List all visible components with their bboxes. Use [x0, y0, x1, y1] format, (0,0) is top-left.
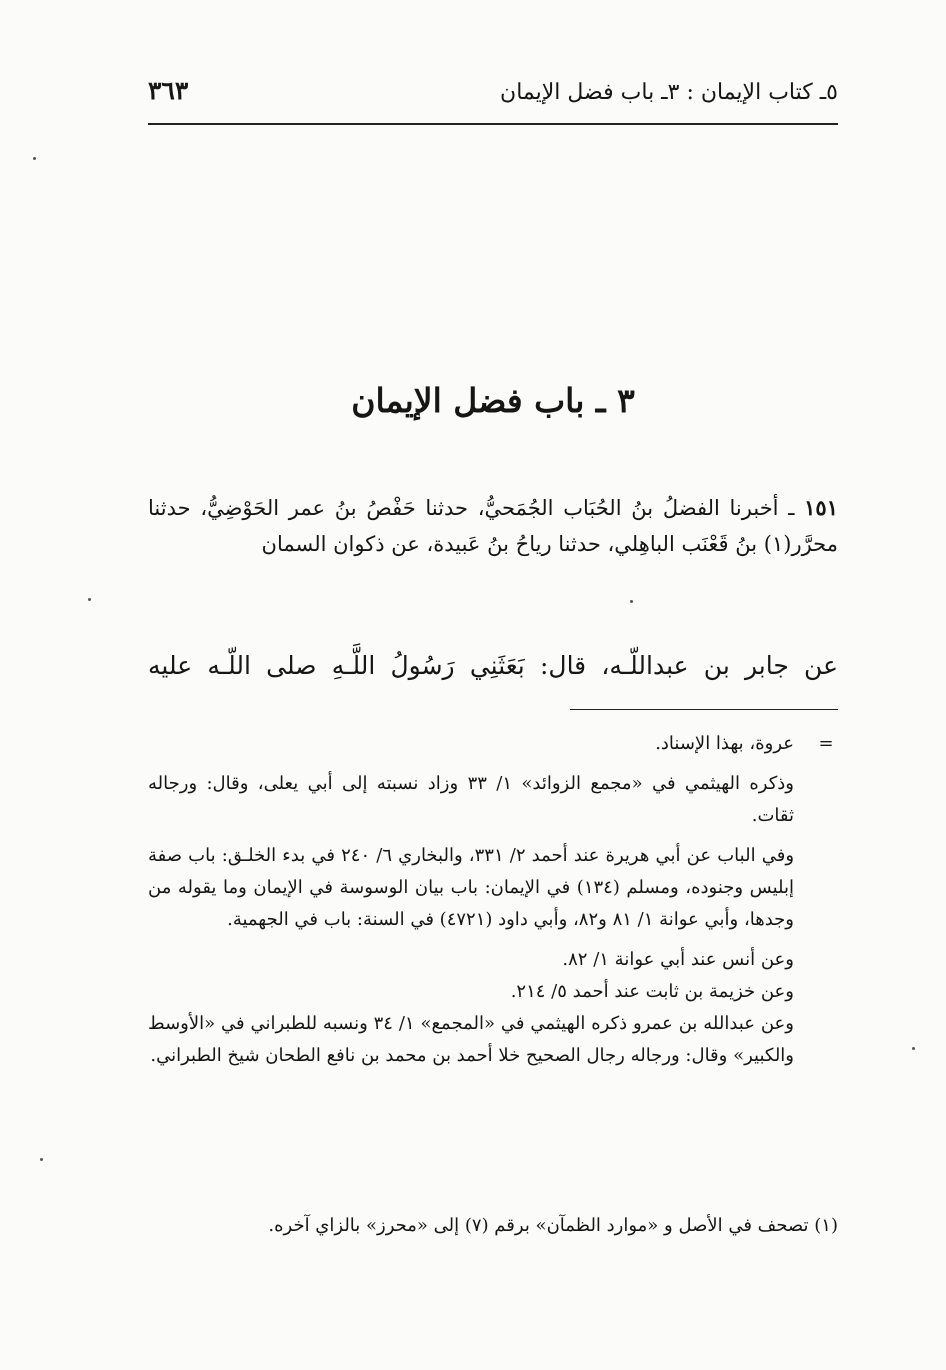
note-item: وعن عبدالله بن عمرو ذكره الهيثمي في «المجمع» ١/ ٣٤ ونسبه للطبراني في «الأوسط والكبير» وقال: ورجاله رجال الصحيح خلا أحمد بن محمد بن نافع الطحان شيخ الطبراني. [148, 1013, 794, 1066]
running-head: ٥ـ كتاب الإيمان : ٣ـ باب فضل الإيمان [500, 80, 838, 105]
hadith-isnad: ـ أخبرنا الفضلُ بنُ الحُبَاب الجُمَحيُّ، حدثنا حَفْصُ بنُ عمر الحَوْضِيُّ، حدثنا محرَّر(١) بنُ قَعْنَب الباهِلي، حدثنا رياحُ بنُ عَبيدة، عن ذكوان السمان [148, 496, 838, 556]
scan-speck [88, 598, 91, 601]
note-item: وعن خزيمة بن ثابت عند أحمد ٥/ ٢١٤. [510, 981, 794, 1002]
hadith-matn: عن جابر بن عبداللّـه، قال: بَعَثَنِي رَسُولُ اللَّـهِ صلى اللّـه عليه [148, 651, 838, 680]
commentary-notes [148, 728, 838, 1080]
page-number: ٣٦٣ [148, 76, 189, 105]
note-item: وذكره الهيثمي في «مجمع الزوائد» ١/ ٣٣ وزاد نسبته إلى أبي يعلى، وقال: ورجاله ثقات. [148, 773, 794, 826]
hadith-text [148, 490, 838, 562]
note-item: وفي الباب عن أبي هريرة عند أحمد ٢/ ٣٣١، والبخاري ٦/ ٢٤٠ في بدء الخلـق: باب صفة إبليس وجنوده، ومسلم (١٣٤) في الإيمان: باب بيان الوسوسة في الإيمان وما يقوله من وجدها، وأبي عوانة ١/ ٨١ و٨٢، وأبي داود (٤٧٢١) في السنة: باب في الجهمية. [148, 845, 795, 930]
scan-speck [40, 1158, 43, 1161]
scan-speck [630, 600, 633, 603]
footnote-rule [570, 709, 838, 710]
header-rule [148, 123, 838, 125]
scan-speck [912, 1047, 915, 1050]
note-text: عروة، بهذا الإسناد. [655, 733, 794, 754]
continuation-marker: = [818, 733, 834, 754]
footnote: (١) تصحف في الأصل و «موارد الظمآن» برقم (٧) إلى «محرز» بالزاي آخره. [268, 1215, 838, 1236]
hadith-number: ١٥١ [804, 495, 838, 520]
note-item: وعن أنس عند أبي عوانة ١/ ٨٢. [562, 949, 794, 970]
scan-speck [33, 157, 36, 160]
page-header [148, 72, 838, 124]
note-item [148, 728, 834, 760]
chapter-title: ٣ ـ باب فضل الإيمان [351, 381, 635, 420]
